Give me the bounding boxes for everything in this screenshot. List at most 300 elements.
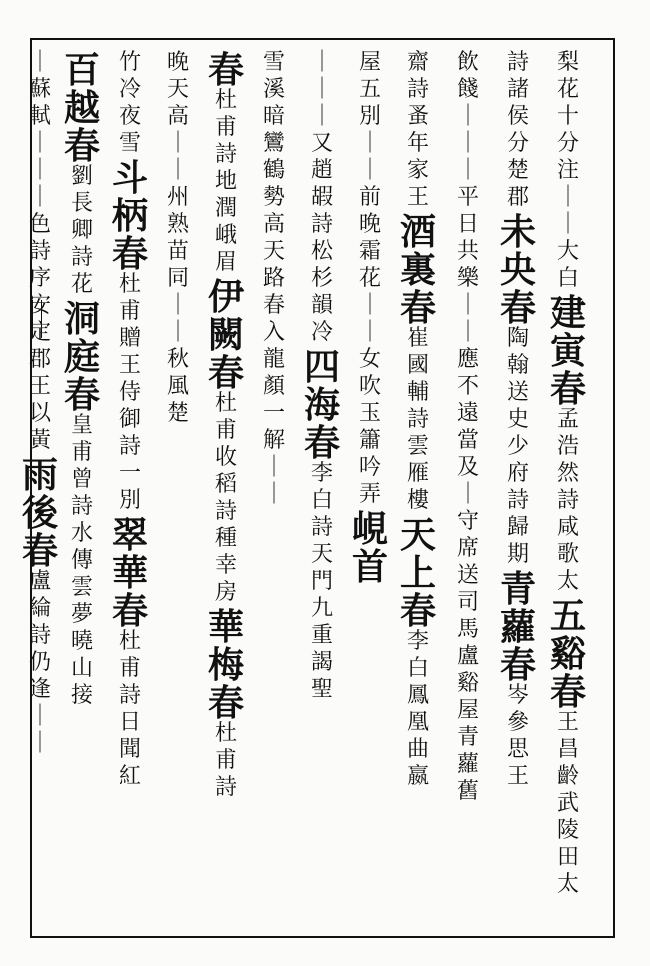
glyph: 梨 bbox=[556, 50, 579, 75]
glyph: 送 bbox=[456, 563, 479, 588]
glyph: 詩 bbox=[406, 77, 429, 102]
glyph: 春 bbox=[21, 530, 58, 572]
glyph: 四 bbox=[303, 346, 340, 388]
glyph: 齋 bbox=[406, 50, 429, 75]
glyph: 地 bbox=[214, 169, 237, 194]
annotation-text bbox=[119, 631, 141, 793]
glyph: 春 bbox=[399, 590, 436, 632]
glyph: 春 bbox=[111, 233, 148, 275]
glyph: 解 bbox=[262, 428, 285, 453]
glyph: ｜ bbox=[456, 104, 479, 129]
glyph: 詩 bbox=[310, 212, 333, 237]
glyph: 杜 bbox=[214, 391, 237, 416]
glyph: 紅 bbox=[118, 764, 141, 789]
glyph: 斗 bbox=[111, 157, 148, 199]
glyph: 松 bbox=[310, 239, 333, 264]
glyph: 海 bbox=[303, 384, 340, 426]
glyph: 吹 bbox=[358, 374, 381, 399]
glyph: 雲 bbox=[406, 434, 429, 459]
glyph: 華 bbox=[207, 606, 244, 648]
glyph: 又 bbox=[310, 131, 333, 156]
annotation-text bbox=[457, 160, 479, 187]
glyph: 詩 bbox=[506, 488, 529, 513]
glyph: 贈 bbox=[118, 326, 141, 351]
glyph: ｜ bbox=[310, 77, 333, 102]
annotation-text bbox=[457, 349, 479, 511]
glyph: 楚 bbox=[166, 401, 189, 426]
glyph: 勢 bbox=[262, 185, 285, 210]
glyph: 期 bbox=[506, 542, 529, 567]
glyph: 女 bbox=[358, 347, 381, 372]
annotation-text bbox=[407, 52, 429, 187]
heading-term bbox=[499, 211, 536, 329]
glyph: 春 bbox=[111, 590, 148, 632]
glyph: ｜ bbox=[456, 293, 479, 318]
glyph: 蚤 bbox=[406, 104, 429, 129]
glyph: 甫 bbox=[118, 656, 141, 681]
glyph: 收 bbox=[214, 445, 237, 470]
glyph: 應 bbox=[456, 347, 479, 372]
annotation-text bbox=[507, 52, 529, 187]
glyph: ｜ bbox=[556, 212, 579, 237]
glyph: 日 bbox=[118, 710, 141, 735]
text-column bbox=[200, 49, 252, 918]
glyph: 御 bbox=[118, 407, 141, 432]
glyph: 百 bbox=[63, 49, 100, 91]
glyph: 咸 bbox=[556, 515, 579, 540]
glyph: 甫 bbox=[118, 299, 141, 324]
glyph: 白 bbox=[556, 266, 579, 291]
glyph: 房 bbox=[214, 580, 237, 605]
annotation-text bbox=[29, 571, 51, 760]
glyph: 重 bbox=[310, 623, 333, 648]
annotation-text bbox=[71, 166, 93, 301]
glyph: 安 bbox=[28, 293, 51, 318]
glyph: 侍 bbox=[118, 380, 141, 405]
annotation-text bbox=[263, 52, 285, 322]
glyph: 顏 bbox=[262, 374, 285, 399]
glyph: 洞 bbox=[63, 298, 100, 340]
glyph: 蘿 bbox=[456, 752, 479, 777]
glyph: 孟 bbox=[556, 407, 579, 432]
glyph: 曾 bbox=[70, 467, 93, 492]
glyph: 未 bbox=[499, 211, 536, 253]
glyph: 天 bbox=[310, 542, 333, 567]
glyph: 花 bbox=[70, 272, 93, 297]
glyph: 少 bbox=[506, 434, 529, 459]
glyph: 柄 bbox=[111, 195, 148, 237]
glyph: 史 bbox=[506, 407, 529, 432]
glyph: ｜ bbox=[310, 104, 333, 129]
glyph: ｜ bbox=[166, 158, 189, 183]
annotation-text bbox=[557, 409, 579, 517]
glyph: 山 bbox=[70, 656, 93, 681]
heading-term bbox=[399, 514, 436, 632]
glyph: ｜ bbox=[358, 158, 381, 183]
glyph: 詩 bbox=[28, 239, 51, 264]
glyph: ｜ bbox=[358, 293, 381, 318]
glyph: 郡 bbox=[506, 185, 529, 210]
annotation-text bbox=[359, 52, 381, 187]
glyph: 聞 bbox=[118, 737, 141, 762]
glyph: 秋 bbox=[166, 347, 189, 372]
glyph: 送 bbox=[506, 380, 529, 405]
glyph: 幸 bbox=[214, 553, 237, 578]
text-column bbox=[492, 52, 544, 918]
glyph: 鶴 bbox=[262, 158, 285, 183]
glyph: 昌 bbox=[556, 737, 579, 762]
text-column bbox=[296, 52, 348, 918]
glyph: 晚 bbox=[166, 50, 189, 75]
glyph: 思 bbox=[506, 737, 529, 762]
annotation-text bbox=[507, 685, 529, 793]
annotation-text bbox=[507, 517, 529, 571]
glyph: 春 bbox=[499, 287, 536, 329]
annotation-text bbox=[557, 712, 579, 793]
glyph: 曲 bbox=[406, 737, 429, 762]
glyph: 眉 bbox=[214, 250, 237, 275]
glyph: 國 bbox=[406, 353, 429, 378]
glyph: 白 bbox=[310, 488, 333, 513]
glyph: 司 bbox=[456, 590, 479, 615]
glyph: ｜ bbox=[556, 185, 579, 210]
glyph: 暗 bbox=[262, 104, 285, 129]
glyph: 分 bbox=[506, 131, 529, 156]
glyph: 王 bbox=[406, 185, 429, 210]
annotation-text bbox=[507, 187, 529, 214]
annotation-text bbox=[167, 349, 189, 430]
text-column bbox=[152, 52, 204, 918]
glyph: 注 bbox=[556, 158, 579, 183]
glyph: 嬴 bbox=[406, 764, 429, 789]
glyph: 崔 bbox=[406, 326, 429, 351]
glyph: 春 bbox=[63, 125, 100, 167]
glyph: ｜ bbox=[28, 704, 51, 729]
glyph: 上 bbox=[399, 552, 436, 594]
glyph: 長 bbox=[70, 191, 93, 216]
glyph: 翠 bbox=[111, 514, 148, 556]
glyph: 雪 bbox=[118, 131, 141, 156]
text-column bbox=[442, 52, 494, 918]
glyph: 高 bbox=[262, 212, 285, 237]
annotation-text bbox=[29, 52, 51, 457]
annotation-text bbox=[119, 52, 141, 160]
text-column bbox=[542, 52, 594, 918]
glyph: 蘇 bbox=[28, 77, 51, 102]
heading-term bbox=[549, 595, 586, 713]
glyph: 王 bbox=[506, 764, 529, 789]
glyph: 杉 bbox=[310, 266, 333, 291]
glyph: 武 bbox=[556, 791, 579, 816]
glyph: ｜ bbox=[28, 158, 51, 183]
glyph: 杜 bbox=[214, 721, 237, 746]
glyph: 李 bbox=[406, 629, 429, 654]
glyph: 天 bbox=[166, 77, 189, 102]
glyph: 軾 bbox=[28, 104, 51, 129]
glyph: 闕 bbox=[207, 314, 244, 356]
glyph: ｜ bbox=[28, 50, 51, 75]
annotation-text bbox=[557, 517, 579, 598]
heading-term bbox=[549, 292, 586, 410]
glyph: 伊 bbox=[207, 276, 244, 318]
glyph: 熟 bbox=[166, 212, 189, 237]
annotation-text bbox=[311, 52, 333, 241]
glyph: 稻 bbox=[214, 472, 237, 497]
heading-term bbox=[111, 514, 148, 632]
text-column bbox=[248, 52, 300, 918]
glyph: 詩 bbox=[70, 245, 93, 270]
glyph: 門 bbox=[310, 569, 333, 594]
glyph: 皇 bbox=[70, 413, 93, 438]
glyph: 谿 bbox=[456, 671, 479, 696]
glyph: 逢 bbox=[28, 677, 51, 702]
glyph: 九 bbox=[310, 596, 333, 621]
glyph: 春 bbox=[63, 374, 100, 416]
glyph: 席 bbox=[456, 536, 479, 561]
glyph: 樓 bbox=[406, 488, 429, 513]
annotation-text bbox=[215, 393, 237, 609]
glyph: 風 bbox=[166, 374, 189, 399]
glyph: 詩 bbox=[556, 488, 579, 513]
glyph: 太 bbox=[556, 569, 579, 594]
glyph: 王 bbox=[556, 710, 579, 735]
glyph: 歸 bbox=[506, 515, 529, 540]
glyph: 種 bbox=[214, 526, 237, 551]
glyph: 華 bbox=[111, 552, 148, 594]
glyph: 詩 bbox=[118, 683, 141, 708]
text-column bbox=[14, 52, 66, 918]
glyph: 郡 bbox=[28, 347, 51, 372]
glyph: 樂 bbox=[456, 266, 479, 291]
glyph: 遠 bbox=[456, 401, 479, 426]
glyph: 岑 bbox=[506, 683, 529, 708]
glyph: 定 bbox=[28, 320, 51, 345]
glyph: 王 bbox=[118, 353, 141, 378]
text-column bbox=[392, 52, 444, 918]
glyph: 田 bbox=[556, 845, 579, 870]
glyph: 甫 bbox=[214, 748, 237, 773]
heading-term bbox=[63, 298, 100, 416]
glyph: 吟 bbox=[358, 455, 381, 480]
glyph: 傳 bbox=[70, 548, 93, 573]
glyph: 玉 bbox=[358, 401, 381, 426]
annotation-text bbox=[263, 322, 285, 511]
glyph: ｜ bbox=[456, 158, 479, 183]
glyph: 入 bbox=[262, 320, 285, 345]
glyph: 春 bbox=[207, 352, 244, 394]
glyph: 嘏 bbox=[310, 185, 333, 210]
glyph: 年 bbox=[406, 131, 429, 156]
heading-term bbox=[303, 346, 340, 464]
glyph: 五 bbox=[549, 595, 586, 637]
glyph: 酒 bbox=[399, 211, 436, 253]
annotation-text bbox=[557, 187, 579, 295]
glyph: 諸 bbox=[506, 77, 529, 102]
glyph: 仍 bbox=[28, 650, 51, 675]
glyph: 甫 bbox=[214, 115, 237, 140]
glyph: ｜ bbox=[456, 320, 479, 345]
glyph: 同 bbox=[166, 266, 189, 291]
glyph: 杜 bbox=[118, 272, 141, 297]
glyph: 聖 bbox=[310, 677, 333, 702]
annotation-text bbox=[407, 187, 429, 214]
heading-term bbox=[111, 157, 148, 275]
glyph: 大 bbox=[556, 239, 579, 264]
glyph: 韻 bbox=[310, 293, 333, 318]
annotation-text bbox=[167, 52, 189, 187]
glyph: 天 bbox=[262, 239, 285, 264]
glyph: 盧 bbox=[456, 644, 479, 669]
annotation-text bbox=[457, 52, 479, 160]
heading-term bbox=[207, 49, 244, 91]
glyph: 龍 bbox=[262, 347, 285, 372]
glyph: 春 bbox=[262, 293, 285, 318]
heading-term bbox=[207, 606, 244, 724]
glyph: 以 bbox=[28, 401, 51, 426]
glyph: 梅 bbox=[207, 644, 244, 686]
glyph: 李 bbox=[310, 461, 333, 486]
glyph: 峨 bbox=[214, 223, 237, 248]
glyph: 劉 bbox=[70, 164, 93, 189]
glyph: 五 bbox=[358, 77, 381, 102]
glyph: 趙 bbox=[310, 158, 333, 183]
glyph: 凰 bbox=[406, 710, 429, 735]
annotation-text bbox=[119, 274, 141, 517]
glyph: 共 bbox=[456, 239, 479, 264]
annotation-text bbox=[457, 187, 479, 349]
annotation-text bbox=[215, 90, 237, 279]
glyph: 雨 bbox=[21, 454, 58, 496]
glyph: 裏 bbox=[399, 249, 436, 291]
glyph: 色 bbox=[28, 212, 51, 237]
annotation-text bbox=[311, 463, 333, 706]
glyph: 翰 bbox=[506, 353, 529, 378]
glyph: 然 bbox=[556, 461, 579, 486]
glyph: 蘿 bbox=[499, 606, 536, 648]
glyph: 日 bbox=[456, 212, 479, 237]
glyph: 春 bbox=[499, 644, 536, 686]
glyph: ｜ bbox=[358, 131, 381, 156]
glyph: ｜ bbox=[456, 482, 479, 507]
glyph: 平 bbox=[456, 185, 479, 210]
glyph: 竹 bbox=[118, 50, 141, 75]
glyph: 春 bbox=[549, 671, 586, 713]
glyph: 庭 bbox=[63, 336, 100, 378]
glyph: 輔 bbox=[406, 380, 429, 405]
glyph: 寅 bbox=[549, 330, 586, 372]
glyph: 一 bbox=[262, 401, 285, 426]
glyph: 天 bbox=[399, 514, 436, 556]
glyph: 春 bbox=[549, 368, 586, 410]
glyph: 王 bbox=[28, 374, 51, 399]
glyph: ｜ bbox=[262, 455, 285, 480]
glyph: 飲 bbox=[456, 50, 479, 75]
glyph: 屋 bbox=[358, 50, 381, 75]
glyph: 不 bbox=[456, 374, 479, 399]
glyph: 建 bbox=[549, 292, 586, 334]
glyph: 霜 bbox=[358, 239, 381, 264]
glyph: 黃 bbox=[28, 428, 51, 453]
annotation-text bbox=[311, 241, 333, 349]
glyph: 春 bbox=[207, 49, 244, 91]
glyph: 家 bbox=[406, 158, 429, 183]
glyph: 春 bbox=[303, 422, 340, 464]
glyph: 盧 bbox=[28, 569, 51, 594]
glyph: 陶 bbox=[506, 326, 529, 351]
glyph: ｜ bbox=[166, 293, 189, 318]
glyph: 簫 bbox=[358, 428, 381, 453]
glyph: 詩 bbox=[214, 142, 237, 167]
glyph: 弄 bbox=[358, 482, 381, 507]
annotation-text bbox=[557, 52, 579, 187]
glyph: ｜ bbox=[28, 731, 51, 756]
annotation-text bbox=[359, 187, 381, 349]
glyph: 雪 bbox=[262, 50, 285, 75]
glyph: 別 bbox=[358, 104, 381, 129]
annotation-text bbox=[167, 187, 189, 349]
glyph: 路 bbox=[262, 266, 285, 291]
glyph: 鳳 bbox=[406, 683, 429, 708]
glyph: 後 bbox=[21, 492, 58, 534]
glyph: ｜ bbox=[262, 482, 285, 507]
glyph: 峴 bbox=[351, 508, 388, 550]
glyph: 詩 bbox=[214, 775, 237, 800]
glyph: 鸞 bbox=[262, 131, 285, 156]
glyph: 晚 bbox=[358, 212, 381, 237]
glyph: ｜ bbox=[456, 131, 479, 156]
annotation-text bbox=[557, 793, 579, 901]
glyph: ｜ bbox=[166, 320, 189, 345]
glyph: 餞 bbox=[456, 77, 479, 102]
annotation-text bbox=[457, 700, 479, 808]
glyph: 太 bbox=[556, 872, 579, 897]
heading-term bbox=[21, 454, 58, 572]
glyph: 詩 bbox=[70, 494, 93, 519]
glyph: 十 bbox=[556, 104, 579, 129]
glyph: ｜ bbox=[310, 50, 333, 75]
annotation-text bbox=[457, 511, 479, 700]
glyph: 詩 bbox=[406, 407, 429, 432]
glyph: 侯 bbox=[506, 104, 529, 129]
text-column bbox=[104, 52, 156, 918]
glyph: 謁 bbox=[310, 650, 333, 675]
glyph: 及 bbox=[456, 455, 479, 480]
glyph: 杜 bbox=[214, 88, 237, 113]
glyph: 冷 bbox=[310, 320, 333, 345]
glyph: 一 bbox=[118, 461, 141, 486]
glyph: 接 bbox=[70, 683, 93, 708]
annotation-text bbox=[407, 631, 429, 793]
glyph: 詩 bbox=[310, 515, 333, 540]
glyph: 舊 bbox=[456, 779, 479, 804]
glyph: 歌 bbox=[556, 542, 579, 567]
annotation-text bbox=[407, 328, 429, 517]
glyph: 詩 bbox=[214, 499, 237, 524]
glyph: 齡 bbox=[556, 764, 579, 789]
glyph: 苗 bbox=[166, 239, 189, 264]
glyph: 青 bbox=[456, 725, 479, 750]
glyph: 冷 bbox=[118, 77, 141, 102]
glyph: 馬 bbox=[456, 617, 479, 642]
glyph: 雁 bbox=[406, 461, 429, 486]
glyph: 詩 bbox=[118, 434, 141, 459]
glyph: 甫 bbox=[70, 440, 93, 465]
glyph: 屋 bbox=[456, 698, 479, 723]
glyph: 雲 bbox=[70, 575, 93, 600]
heading-term bbox=[207, 276, 244, 394]
glyph: 綸 bbox=[28, 596, 51, 621]
glyph: 水 bbox=[70, 521, 93, 546]
